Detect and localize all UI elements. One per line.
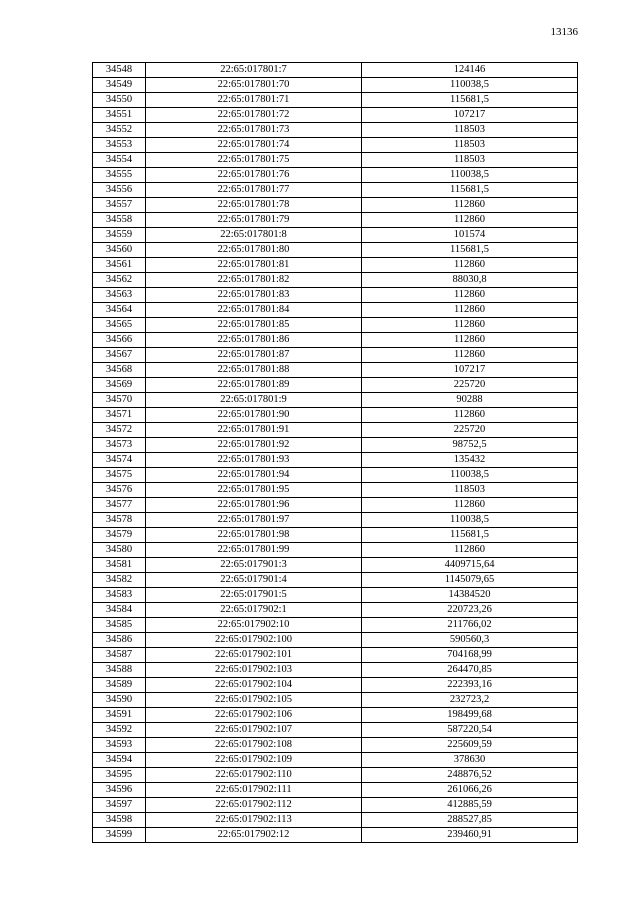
cadastral-number-cell: 22:65:017801:8 [146, 228, 362, 243]
table-row [93, 153, 578, 168]
table-row [93, 738, 578, 753]
cadastral-number-cell: 22:65:017801:92 [146, 438, 362, 453]
value-cell: 115681,5 [362, 93, 578, 108]
data-table [92, 62, 578, 843]
value-cell: 118503 [362, 483, 578, 498]
table-row [93, 678, 578, 693]
row-number-cell: 34562 [93, 273, 146, 288]
row-number-cell: 34571 [93, 408, 146, 423]
row-number-cell: 34573 [93, 438, 146, 453]
cadastral-number-cell: 22:65:017801:84 [146, 303, 362, 318]
value-cell: 264470,85 [362, 663, 578, 678]
row-number-cell: 34574 [93, 453, 146, 468]
table-row [93, 138, 578, 153]
table-row [93, 393, 578, 408]
row-number-cell: 34561 [93, 258, 146, 273]
cadastral-number-cell: 22:65:017801:91 [146, 423, 362, 438]
cadastral-number-cell: 22:65:017902:104 [146, 678, 362, 693]
cadastral-number-cell: 22:65:017801:87 [146, 348, 362, 363]
table-row [93, 333, 578, 348]
value-cell: 112860 [362, 198, 578, 213]
cadastral-number-cell: 22:65:017801:9 [146, 393, 362, 408]
value-cell: 261066,26 [362, 783, 578, 798]
row-number-cell: 34560 [93, 243, 146, 258]
row-number-cell: 34551 [93, 108, 146, 123]
cadastral-number-cell: 22:65:017801:70 [146, 78, 362, 93]
row-number-cell: 34589 [93, 678, 146, 693]
row-number-cell: 34564 [93, 303, 146, 318]
table-row [93, 633, 578, 648]
value-cell: 378630 [362, 753, 578, 768]
value-cell: 115681,5 [362, 183, 578, 198]
table-row [93, 798, 578, 813]
table-row [93, 753, 578, 768]
cadastral-number-cell: 22:65:017902:109 [146, 753, 362, 768]
row-number-cell: 34587 [93, 648, 146, 663]
row-number-cell: 34597 [93, 798, 146, 813]
table-row [93, 483, 578, 498]
value-cell: 112860 [362, 498, 578, 513]
table-row [93, 213, 578, 228]
row-number-cell: 34563 [93, 288, 146, 303]
table-row [93, 123, 578, 138]
value-cell: 239460,91 [362, 828, 578, 843]
table-row [93, 78, 578, 93]
row-number-cell: 34557 [93, 198, 146, 213]
cadastral-number-cell: 22:65:017801:94 [146, 468, 362, 483]
value-cell: 90288 [362, 393, 578, 408]
row-number-cell: 34565 [93, 318, 146, 333]
row-number-cell: 34559 [93, 228, 146, 243]
table-row [93, 588, 578, 603]
cadastral-number-cell: 22:65:017801:85 [146, 318, 362, 333]
cadastral-number-cell: 22:65:017902:103 [146, 663, 362, 678]
cadastral-number-cell: 22:65:017801:74 [146, 138, 362, 153]
value-cell: 225720 [362, 378, 578, 393]
row-number-cell: 34582 [93, 573, 146, 588]
value-cell: 118503 [362, 153, 578, 168]
table-row [93, 378, 578, 393]
row-number-cell: 34596 [93, 783, 146, 798]
table-row [93, 243, 578, 258]
cadastral-number-cell: 22:65:017801:72 [146, 108, 362, 123]
table-row [93, 618, 578, 633]
row-number-cell: 34576 [93, 483, 146, 498]
table-row [93, 543, 578, 558]
table-row [93, 438, 578, 453]
table-row [93, 348, 578, 363]
row-number-cell: 34585 [93, 618, 146, 633]
table-row [93, 573, 578, 588]
value-cell: 112860 [362, 408, 578, 423]
cadastral-number-cell: 22:65:017902:110 [146, 768, 362, 783]
cadastral-number-cell: 22:65:017902:105 [146, 693, 362, 708]
row-number-cell: 34555 [93, 168, 146, 183]
cadastral-number-cell: 22:65:017801:98 [146, 528, 362, 543]
row-number-cell: 34554 [93, 153, 146, 168]
value-cell: 112860 [362, 318, 578, 333]
cadastral-number-cell: 22:65:017902:12 [146, 828, 362, 843]
table-row [93, 648, 578, 663]
value-cell: 225720 [362, 423, 578, 438]
value-cell: 110038,5 [362, 513, 578, 528]
row-number-cell: 34592 [93, 723, 146, 738]
table-row [93, 288, 578, 303]
cadastral-number-cell: 22:65:017801:95 [146, 483, 362, 498]
row-number-cell: 34566 [93, 333, 146, 348]
row-number-cell: 34599 [93, 828, 146, 843]
table-row [93, 303, 578, 318]
cadastral-number-cell: 22:65:017801:7 [146, 63, 362, 78]
cadastral-number-cell: 22:65:017801:88 [146, 363, 362, 378]
value-cell: 248876,52 [362, 768, 578, 783]
cadastral-number-cell: 22:65:017801:79 [146, 213, 362, 228]
cadastral-number-cell: 22:65:017801:78 [146, 198, 362, 213]
row-number-cell: 34553 [93, 138, 146, 153]
row-number-cell: 34580 [93, 543, 146, 558]
cadastral-number-cell: 22:65:017901:4 [146, 573, 362, 588]
row-number-cell: 34568 [93, 363, 146, 378]
table-row [93, 363, 578, 378]
cadastral-number-cell: 22:65:017902:10 [146, 618, 362, 633]
value-cell: 110038,5 [362, 168, 578, 183]
row-number-cell: 34591 [93, 708, 146, 723]
row-number-cell: 34595 [93, 768, 146, 783]
value-cell: 101574 [362, 228, 578, 243]
value-cell: 220723,26 [362, 603, 578, 618]
table-row [93, 723, 578, 738]
value-cell: 110038,5 [362, 78, 578, 93]
table-row [93, 693, 578, 708]
value-cell: 107217 [362, 108, 578, 123]
table-row [93, 273, 578, 288]
table-row [93, 183, 578, 198]
value-cell: 118503 [362, 138, 578, 153]
row-number-cell: 34579 [93, 528, 146, 543]
row-number-cell: 34550 [93, 93, 146, 108]
cadastral-number-cell: 22:65:017902:101 [146, 648, 362, 663]
table-row [93, 528, 578, 543]
cadastral-number-cell: 22:65:017801:83 [146, 288, 362, 303]
table-body [93, 63, 578, 843]
table-row [93, 783, 578, 798]
cadastral-number-cell: 22:65:017801:82 [146, 273, 362, 288]
value-cell: 587220,54 [362, 723, 578, 738]
value-cell: 88030,8 [362, 273, 578, 288]
table-row [93, 558, 578, 573]
row-number-cell: 34570 [93, 393, 146, 408]
cadastral-number-cell: 22:65:017801:81 [146, 258, 362, 273]
value-cell: 412885,59 [362, 798, 578, 813]
row-number-cell: 34569 [93, 378, 146, 393]
table-row [93, 498, 578, 513]
cadastral-number-cell: 22:65:017801:97 [146, 513, 362, 528]
row-number-cell: 34567 [93, 348, 146, 363]
table-row [93, 708, 578, 723]
row-number-cell: 34586 [93, 633, 146, 648]
value-cell: 110038,5 [362, 468, 578, 483]
value-cell: 198499,68 [362, 708, 578, 723]
cadastral-number-cell: 22:65:017902:112 [146, 798, 362, 813]
value-cell: 112860 [362, 303, 578, 318]
cadastral-number-cell: 22:65:017801:90 [146, 408, 362, 423]
row-number-cell: 34581 [93, 558, 146, 573]
value-cell: 124146 [362, 63, 578, 78]
table-row [93, 258, 578, 273]
table-row [93, 228, 578, 243]
value-cell: 4409715,64 [362, 558, 578, 573]
value-cell: 112860 [362, 258, 578, 273]
table-row [93, 768, 578, 783]
cadastral-number-cell: 22:65:017902:111 [146, 783, 362, 798]
table-row [93, 423, 578, 438]
cadastral-number-cell: 22:65:017902:106 [146, 708, 362, 723]
table-row [93, 663, 578, 678]
row-number-cell: 34584 [93, 603, 146, 618]
cadastral-number-cell: 22:65:017901:3 [146, 558, 362, 573]
row-number-cell: 34588 [93, 663, 146, 678]
cadastral-number-cell: 22:65:017902:108 [146, 738, 362, 753]
row-number-cell: 34572 [93, 423, 146, 438]
table-row [93, 168, 578, 183]
cadastral-number-cell: 22:65:017801:76 [146, 168, 362, 183]
table-row [93, 828, 578, 843]
table-row [93, 198, 578, 213]
value-cell: 107217 [362, 363, 578, 378]
value-cell: 590560,3 [362, 633, 578, 648]
cadastral-number-cell: 22:65:017801:75 [146, 153, 362, 168]
value-cell: 211766,02 [362, 618, 578, 633]
value-cell: 222393,16 [362, 678, 578, 693]
cadastral-number-cell: 22:65:017902:113 [146, 813, 362, 828]
table-row [93, 453, 578, 468]
value-cell: 704168,99 [362, 648, 578, 663]
cadastral-number-cell: 22:65:017902:1 [146, 603, 362, 618]
value-cell: 98752,5 [362, 438, 578, 453]
row-number-cell: 34583 [93, 588, 146, 603]
value-cell: 112860 [362, 288, 578, 303]
table-row [93, 813, 578, 828]
value-cell: 112860 [362, 543, 578, 558]
value-cell: 135432 [362, 453, 578, 468]
cadastral-number-cell: 22:65:017902:100 [146, 633, 362, 648]
cadastral-number-cell: 22:65:017801:77 [146, 183, 362, 198]
value-cell: 288527,85 [362, 813, 578, 828]
cadastral-number-cell: 22:65:017901:5 [146, 588, 362, 603]
table-row [93, 108, 578, 123]
table-row [93, 513, 578, 528]
table-row [93, 318, 578, 333]
row-number-cell: 34549 [93, 78, 146, 93]
row-number-cell: 34552 [93, 123, 146, 138]
row-number-cell: 34577 [93, 498, 146, 513]
table-row [93, 408, 578, 423]
row-number-cell: 34593 [93, 738, 146, 753]
value-cell: 118503 [362, 123, 578, 138]
cadastral-number-cell: 22:65:017801:99 [146, 543, 362, 558]
cadastral-number-cell: 22:65:017801:73 [146, 123, 362, 138]
cadastral-number-cell: 22:65:017801:71 [146, 93, 362, 108]
value-cell: 112860 [362, 348, 578, 363]
cadastral-number-cell: 22:65:017801:86 [146, 333, 362, 348]
row-number-cell: 34598 [93, 813, 146, 828]
table-row [93, 63, 578, 78]
value-cell: 115681,5 [362, 243, 578, 258]
page-number: 13136 [550, 26, 578, 38]
row-number-cell: 34558 [93, 213, 146, 228]
value-cell: 112860 [362, 333, 578, 348]
cadastral-number-cell: 22:65:017801:80 [146, 243, 362, 258]
value-cell: 115681,5 [362, 528, 578, 543]
row-number-cell: 34548 [93, 63, 146, 78]
value-cell: 14384520 [362, 588, 578, 603]
value-cell: 1145079,65 [362, 573, 578, 588]
cadastral-number-cell: 22:65:017801:93 [146, 453, 362, 468]
row-number-cell: 34578 [93, 513, 146, 528]
row-number-cell: 34590 [93, 693, 146, 708]
value-cell: 232723,2 [362, 693, 578, 708]
row-number-cell: 34594 [93, 753, 146, 768]
table-row [93, 93, 578, 108]
cadastral-number-cell: 22:65:017801:96 [146, 498, 362, 513]
table-row [93, 603, 578, 618]
row-number-cell: 34575 [93, 468, 146, 483]
cadastral-number-cell: 22:65:017801:89 [146, 378, 362, 393]
value-cell: 112860 [362, 213, 578, 228]
row-number-cell: 34556 [93, 183, 146, 198]
value-cell: 225609,59 [362, 738, 578, 753]
table-row [93, 468, 578, 483]
cadastral-number-cell: 22:65:017902:107 [146, 723, 362, 738]
